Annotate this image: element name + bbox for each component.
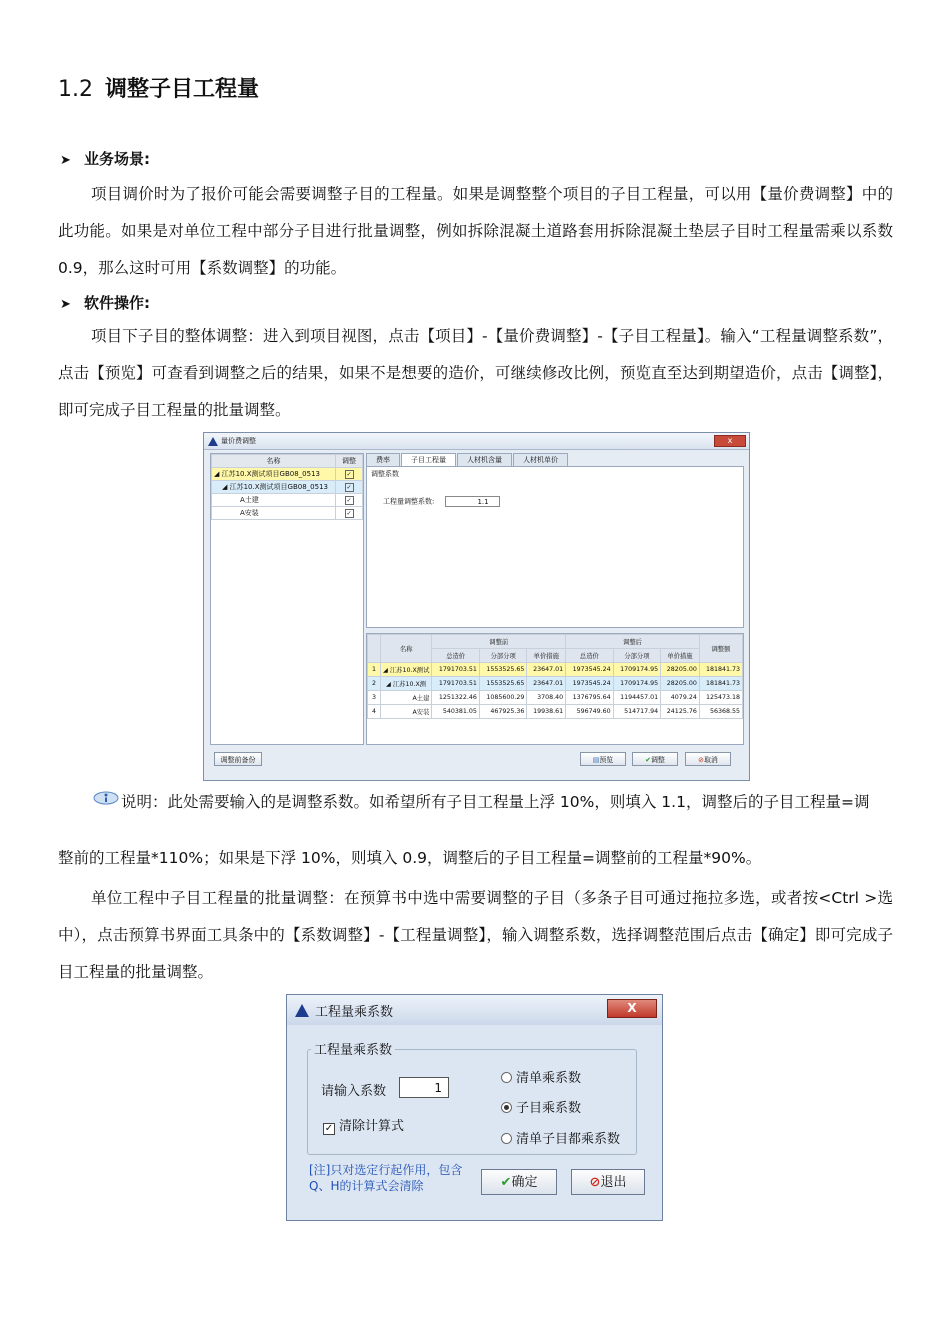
close-button[interactable]: X (607, 999, 657, 1018)
tab-rate[interactable]: 费率 (366, 453, 400, 466)
bullet-operation (60, 292, 150, 313)
radio-icon (501, 1133, 512, 1144)
bullet-label: 软件操作: (84, 294, 150, 312)
ok-button[interactable] (481, 1169, 557, 1195)
grid-subcol: 分部分项 (613, 649, 661, 663)
grid-col-diff: 调整额 (699, 635, 742, 663)
tree-item-label: A安装 (212, 507, 336, 520)
price-adjust-window (203, 432, 750, 781)
checkbox[interactable]: ✓ (346, 496, 352, 504)
tab-body (366, 466, 744, 628)
quantity-coef-dialog (286, 994, 663, 1221)
table-row[interactable]: 3 A土建 1251322.46 1085600.29 3708.40 1376795.64 1194457.01 4079.24 125473.18 (368, 691, 743, 705)
exit-icon: ⊘ (589, 1175, 601, 1190)
app-logo-icon (295, 1004, 309, 1017)
coef-row (383, 496, 500, 507)
bullet-label: 业务场景: (84, 150, 150, 168)
window-title: 量价费调整 (221, 437, 256, 445)
section-number: 1.2 (58, 77, 93, 102)
radio-label: 清单子目都乘系数 (516, 1132, 621, 1147)
tree-row[interactable] (212, 481, 363, 494)
checkbox[interactable]: ✓ (346, 483, 352, 491)
dialog-note: [注]只对选定行起作用，包含Q、H的计算式会清除 (309, 1163, 463, 1193)
checkbox[interactable]: ✓ (346, 509, 352, 517)
checkbox[interactable]: ✓ (346, 470, 352, 478)
tab-material-content[interactable]: 人材机含量 (457, 453, 512, 466)
check-icon: ✔ (645, 756, 651, 764)
grid-col-name: 名称 (381, 635, 432, 663)
preview-icon: ▤ (592, 756, 600, 764)
grid-subcol: 单价措施 (527, 649, 566, 663)
table-row[interactable]: 1 ◢ 江苏10.X测试 1791703.51 1553525.65 23647.01 1973545.24 1709174.95 28205.00 181841.73 (368, 663, 743, 677)
backup-button[interactable]: 调整前备份 (214, 752, 262, 766)
paragraph-operation: 项目下子目的整体调整：进入到项目视图，点击【项目】-【量价费调整】-【子目工程量】。输入“工程量调整系数”，点击【预览】可查看到调整之后的结果，如果不是想要的造价，可继续修改比例，预览直至达到期望造价，点击【调整】，即可完成子目工程量的批量调整。 (58, 327, 893, 419)
bullet-scenario (60, 148, 150, 169)
arrow-icon: ➤ (60, 153, 71, 168)
coef-label: 工程量调整系数: (383, 497, 435, 506)
preview-label: 预览 (599, 756, 614, 764)
section-title: 调整子目工程量 (105, 77, 260, 102)
project-tree-panel (210, 453, 364, 745)
tree-row[interactable] (212, 468, 363, 481)
adjust-label: 调整 (650, 756, 665, 764)
ok-label: 确定 (511, 1175, 538, 1190)
preview-grid (366, 633, 744, 745)
clear-formula-label: 清除计算式 (339, 1119, 405, 1134)
radio-label: 清单乘系数 (516, 1071, 582, 1086)
radio-item[interactable] (501, 1097, 581, 1116)
grid-col-before: 调整前 (432, 635, 566, 649)
tab-quantity[interactable]: 子目工程量 (401, 453, 456, 466)
dialog-titlebar (287, 995, 662, 1025)
note-line-2: 整前的工程量*110%；如果是下浮 10%，则填入 0.9，调整后的子目工程量=调整前的工程量*90%。 (58, 849, 762, 867)
coef-input[interactable]: 1 (399, 1077, 449, 1098)
adjust-panel (366, 453, 744, 743)
tab-bar (366, 453, 744, 466)
radio-bill[interactable] (501, 1067, 581, 1086)
grid-subcol: 单价措施 (661, 649, 700, 663)
cancel-icon: ⊘ (698, 756, 704, 764)
section-label: 调整系数 (371, 470, 399, 478)
dialog-title: 工程量乘系数 (315, 1004, 394, 1020)
clear-formula-checkbox[interactable] (323, 1115, 404, 1135)
check-icon: ✔ (500, 1175, 512, 1190)
note-info-icon (93, 789, 119, 805)
grid-col-after: 调整后 (566, 635, 700, 649)
coef-spinner[interactable]: 1.1 (445, 496, 500, 507)
col-adjust: 调整 (336, 455, 363, 468)
paragraph-scenario: 项目调价时为了报价可能会需要调整子目的工程量。如果是调整整个项目的子目工程量，可以用【量价费调整】中的此功能。如果是对单位工程中部分子目进行批量调整，例如拆除混凝土道路套用拆除混凝土垫层子目时工程量需乘以系数 0.9，那么这时可用【系数调整】的功能。 (58, 185, 893, 277)
grid-subcol: 总造价 (566, 649, 614, 663)
cancel-label: 取消 (703, 756, 718, 764)
arrow-icon: ➤ (60, 297, 71, 312)
checkbox-checked-icon: ✓ (324, 1123, 334, 1134)
section-heading (58, 72, 259, 103)
tree-row[interactable] (212, 494, 363, 507)
table-row[interactable]: 4 A安装 540381.05 467925.36 19938.61 596749.60 514717.94 24125.76 56368.55 (368, 705, 743, 719)
tab-material-price[interactable]: 人材机单价 (513, 453, 568, 466)
adjust-button[interactable] (632, 752, 678, 766)
tree-row[interactable] (212, 507, 363, 520)
table-row[interactable]: 2 ◢ 江苏10.X测 1791703.51 1553525.65 23647.01 1973545.24 1709174.95 28205.00 181841.73 (368, 677, 743, 691)
tree-item-label: ◢ 江苏10.X测试项目GB08_0513 (212, 481, 336, 494)
radio-label: 子目乘系数 (516, 1101, 582, 1116)
input-label: 请输入系数 (321, 1084, 387, 1099)
grid-subcol: 分部分项 (479, 649, 527, 663)
note-line-1: 说明：此处需要输入的是调整系数。如希望所有子目工程量上浮 10%，则填入 1.1，调整后的子目工程量=调 (121, 793, 870, 811)
radio-selected-icon (501, 1102, 512, 1113)
radio-both[interactable] (501, 1128, 620, 1147)
radio-icon (501, 1072, 512, 1083)
group-title: 工程量乘系数 (311, 1039, 395, 1058)
exit-button[interactable] (571, 1169, 645, 1195)
grid-subcol: 总造价 (432, 649, 480, 663)
tree-item-label: A土建 (212, 494, 336, 507)
exit-label: 退出 (600, 1175, 627, 1190)
window-titlebar (204, 433, 749, 450)
paragraph-batch: 单位工程中子目工程量的批量调整：在预算书中选中需要调整的子目（多条子目可通过拖拉多选，或者按<Ctrl >选中），点击预算书界面工具条中的【系数调整】-【工程量调整】，输入调整系数，选择调整范围后点击【确定】即可完成子目工程量的批量调整。 (58, 889, 893, 981)
preview-button[interactable] (580, 752, 626, 766)
app-logo-icon (208, 437, 218, 446)
tree-item-label: ◢ 江苏10.X测试项目GB08_0513 (212, 468, 336, 481)
cancel-button[interactable] (685, 752, 731, 766)
close-button[interactable]: x (714, 435, 746, 447)
col-name: 名称 (212, 455, 336, 468)
